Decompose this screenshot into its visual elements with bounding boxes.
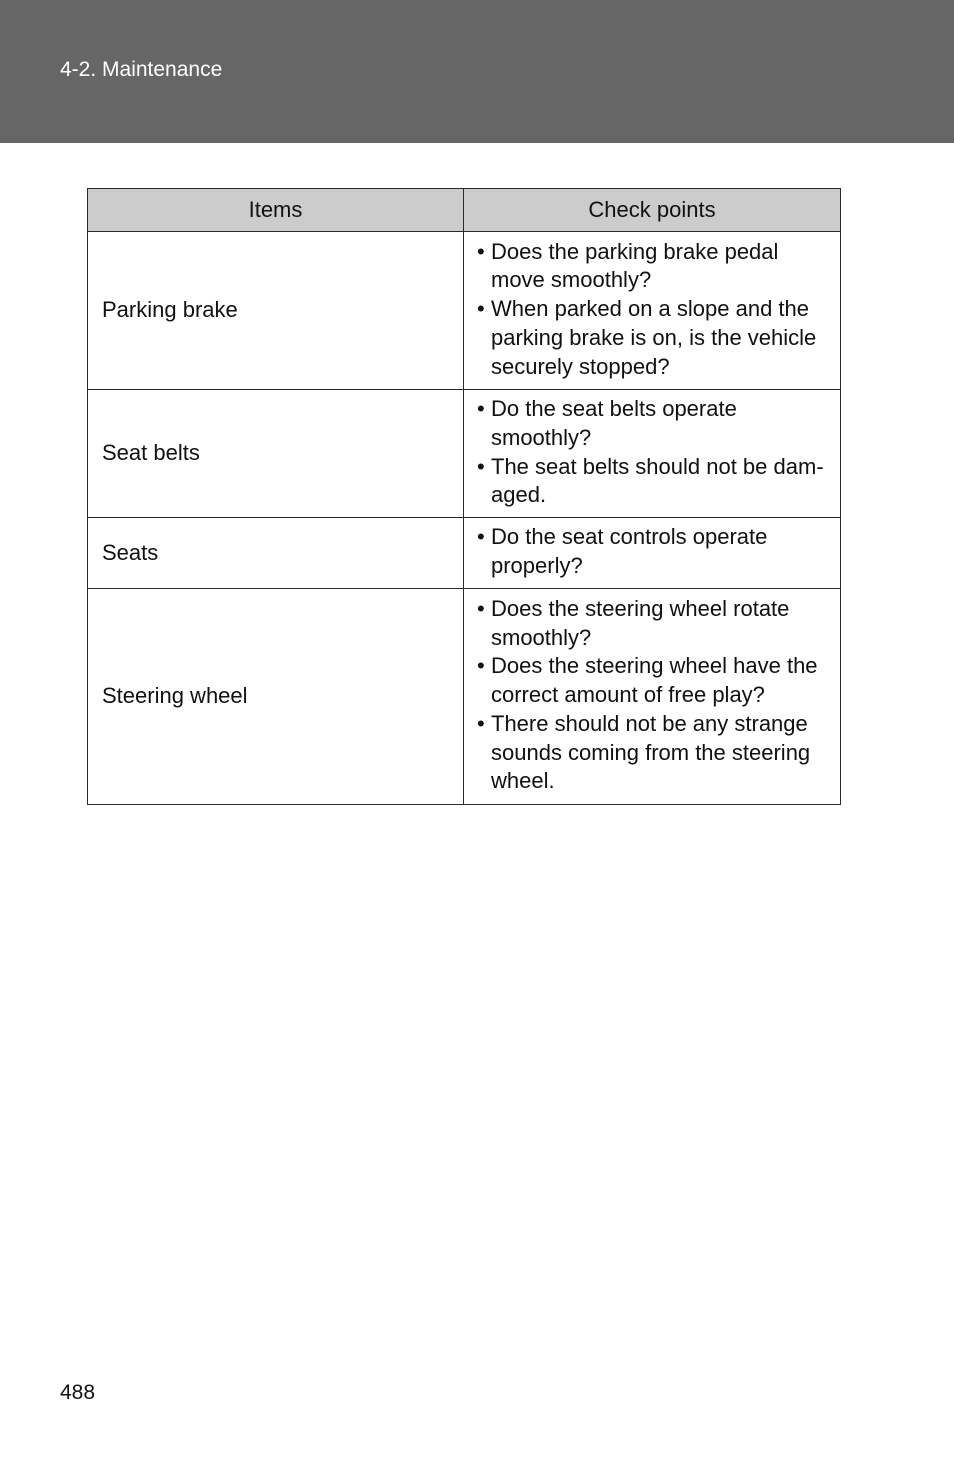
column-header-items: Items xyxy=(88,189,464,232)
check-point xyxy=(477,395,836,453)
table-row xyxy=(88,589,841,805)
bullet-icon: • xyxy=(477,653,485,679)
bullet-icon: • xyxy=(477,395,485,421)
check-point-text: Does the steering wheel have the correct amount of free play? xyxy=(491,653,818,708)
check-points-cell xyxy=(464,232,841,390)
check-point xyxy=(477,295,836,381)
column-header-check-points: Check points xyxy=(464,189,841,232)
check-point xyxy=(477,453,836,511)
item-cell: Seats xyxy=(88,518,464,589)
item-cell: Seat belts xyxy=(88,390,464,518)
check-point xyxy=(477,710,836,796)
header-band xyxy=(0,0,954,143)
bullet-icon: • xyxy=(477,710,485,736)
table-row xyxy=(88,232,841,390)
check-point-text: When parked on a slope and the parking brake is on, is the vehicle securely stopped? xyxy=(491,296,817,379)
bullet-icon: • xyxy=(477,238,485,264)
check-points-cell xyxy=(464,390,841,518)
bullet-icon: • xyxy=(477,524,485,550)
check-point-text: Do the seat belts operate smoothly? xyxy=(491,395,737,450)
table-row xyxy=(88,390,841,518)
check-point xyxy=(477,652,836,710)
check-point xyxy=(477,523,836,581)
check-point-text: Does the steering wheel rotate smoothly? xyxy=(491,595,790,650)
check-point-text: The seat belts should not be dam-aged. xyxy=(491,453,824,508)
bullet-icon: • xyxy=(477,296,485,322)
check-point xyxy=(477,238,836,296)
check-point-text: Does the parking brake pedal move smoothly? xyxy=(491,238,779,293)
table-row xyxy=(88,518,841,589)
table-header-row xyxy=(88,189,841,232)
page-number: 488 xyxy=(60,1381,96,1404)
bullet-icon: • xyxy=(477,453,485,479)
maintenance-check-table xyxy=(87,188,841,805)
check-points-cell xyxy=(464,589,841,805)
item-cell: Parking brake xyxy=(88,232,464,390)
check-point-text: Do the seat controls operate properly? xyxy=(491,524,768,578)
check-point xyxy=(477,595,836,653)
check-point-text: There should not be any strange sounds coming from the steering wheel. xyxy=(491,710,811,794)
bullet-icon: • xyxy=(477,595,485,621)
item-cell: Steering wheel xyxy=(88,589,464,805)
section-title: 4-2. Maintenance xyxy=(60,58,223,81)
check-points-cell xyxy=(464,518,841,589)
